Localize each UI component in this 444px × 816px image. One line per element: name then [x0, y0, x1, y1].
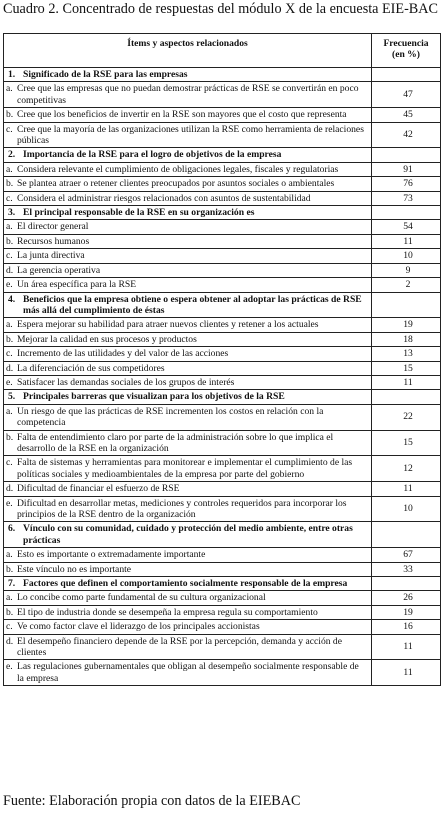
item-letter: c. — [6, 457, 13, 469]
item-frequency: 91 — [372, 162, 441, 176]
item-label — [4, 347, 372, 361]
item-label — [4, 591, 372, 605]
table-row — [4, 122, 441, 148]
item-frequency: 47 — [372, 82, 441, 108]
table-row — [4, 482, 441, 496]
item-frequency: 2 — [372, 278, 441, 292]
section-value-empty — [372, 292, 441, 318]
item-label — [4, 562, 372, 576]
item-text: Cree que los beneficios de invertir en la RSE son mayores que el costo que representa — [17, 109, 347, 121]
item-letter: a. — [6, 549, 13, 561]
table-row — [4, 278, 441, 292]
section-title: Significado de la RSE para las empresas — [23, 69, 188, 80]
item-frequency: 73 — [372, 191, 441, 205]
item-frequency: 54 — [372, 220, 441, 234]
item-text: El desempeño financiero depende de la RSE por la percepción, demanda y acción de clientes — [17, 635, 342, 659]
item-text: Mejorar la calidad en sus procesos y productos — [17, 333, 197, 345]
item-label — [4, 108, 372, 122]
items-column-header: Ítems y aspectos relacionados — [4, 34, 372, 68]
item-text: Recursos humanos — [17, 235, 90, 247]
survey-table — [3, 33, 441, 686]
item-label — [4, 191, 372, 205]
item-text: Esto es importante o extremadamente importante — [17, 549, 206, 561]
item-text: El tipo de industria donde se desempeña la empresa regula su comportamiento — [17, 606, 318, 618]
section-value-empty — [372, 68, 441, 82]
section-title: Vínculo con su comunidad, cuidado y protección del medio ambiente, entre otras prácticas — [23, 523, 353, 546]
item-text: La junta directiva — [17, 250, 85, 262]
item-letter: a. — [6, 405, 13, 417]
item-text: Un área específica para la RSE — [17, 279, 137, 291]
section-label — [4, 68, 372, 82]
item-letter: b. — [6, 563, 14, 575]
table-row — [4, 82, 441, 108]
table-row — [4, 496, 441, 522]
item-text: Las regulaciones gubernamentales que obligan al desempeño socialmente responsable de la empresa — [17, 661, 359, 684]
section-number: 5. — [8, 391, 16, 403]
item-label — [4, 634, 372, 660]
item-text: El director general — [17, 221, 89, 233]
table-row — [4, 375, 441, 389]
table-row — [4, 591, 441, 605]
source-note: Fuente: Elaboración propia con datos de la EIEBAC — [3, 793, 301, 809]
item-letter: e. — [6, 661, 13, 673]
item-letter: c. — [6, 192, 13, 204]
table-row — [4, 191, 441, 205]
item-letter: e. — [6, 497, 13, 509]
item-label — [4, 249, 372, 263]
item-label — [4, 456, 372, 482]
item-frequency: 10 — [372, 249, 441, 263]
section-label — [4, 206, 372, 220]
section-row — [4, 292, 441, 318]
item-frequency: 12 — [372, 456, 441, 482]
item-label — [4, 122, 372, 148]
section-value-empty — [372, 522, 441, 548]
section-label — [4, 522, 372, 548]
section-label — [4, 292, 372, 318]
item-letter: b. — [6, 178, 14, 190]
item-letter: c. — [6, 621, 13, 633]
item-label — [4, 660, 372, 686]
item-frequency: 11 — [372, 234, 441, 248]
section-number: 2. — [8, 149, 16, 161]
item-frequency: 26 — [372, 591, 441, 605]
frequency-header-line1: Frecuencia — [383, 38, 429, 49]
item-text: Ve como factor clave el liderazgo de los principales accionistas — [17, 621, 260, 633]
item-text: Lo concibe como parte fundamental de su cultura organizacional — [17, 592, 266, 604]
item-frequency: 19 — [372, 605, 441, 619]
item-text: Cree que las empresas que no puedan demostrar prácticas de RSE se convertirán en poco competitivas — [17, 83, 359, 106]
item-frequency: 11 — [372, 660, 441, 686]
item-frequency: 22 — [372, 404, 441, 430]
table-row — [4, 562, 441, 576]
table-body — [4, 68, 441, 686]
item-label — [4, 162, 372, 176]
item-text: Dificultad en desarrollar metas, mediciones y controles requeridos para incorporar los principios de la RSE dentro de la organización — [17, 497, 347, 520]
section-value-empty — [372, 148, 441, 162]
item-letter: a. — [6, 592, 13, 604]
item-letter: a. — [6, 319, 13, 331]
item-frequency: 11 — [372, 375, 441, 389]
item-letter: a. — [6, 163, 13, 175]
item-label — [4, 318, 372, 332]
item-label — [4, 605, 372, 619]
item-frequency: 11 — [372, 634, 441, 660]
item-text: Considera el administrar riesgos relacionados con asuntos de sustentabilidad — [17, 192, 311, 204]
section-title: El principal responsable de la RSE en su organización es — [23, 207, 255, 219]
table-row — [4, 220, 441, 234]
table-row — [4, 318, 441, 332]
item-frequency: 67 — [372, 548, 441, 562]
item-text: Incremento de las utilidades y del valor de las acciones — [17, 348, 229, 360]
section-title: Beneficios que la empresa obtiene o espera obtener al adoptar las prácticas de RSE más allá del cumplimiento de éstas — [23, 293, 362, 316]
item-letter: d. — [6, 362, 14, 374]
item-label — [4, 430, 372, 456]
item-letter: d. — [6, 264, 14, 276]
item-text: Un riesgo de que las prácticas de RSE incrementen los costos en relación con la competencia — [17, 405, 324, 429]
item-text: Falta de sistemas y herramientas para monitorear e implementar el cumplimiento de las políticas sociales y medioambientales de la empresa por parte del gobierno — [17, 457, 353, 480]
section-row — [4, 577, 441, 591]
section-row — [4, 522, 441, 548]
section-title: Importancia de la RSE para el logro de objetivos de la empresa — [23, 149, 282, 161]
table-row — [4, 634, 441, 660]
item-letter: c. — [6, 348, 13, 360]
item-label — [4, 496, 372, 522]
item-label — [4, 234, 372, 248]
item-label — [4, 361, 372, 375]
frequency-header-line2: (en %) — [392, 49, 420, 60]
section-value-empty — [372, 206, 441, 220]
item-letter: b. — [6, 431, 14, 443]
section-row — [4, 390, 441, 404]
item-label — [4, 177, 372, 191]
item-letter: c. — [6, 250, 13, 262]
section-value-empty — [372, 577, 441, 591]
section-label — [4, 577, 372, 591]
item-frequency: 13 — [372, 347, 441, 361]
table-row — [4, 177, 441, 191]
table-row — [4, 108, 441, 122]
item-letter: b. — [6, 235, 14, 247]
table-row — [4, 234, 441, 248]
item-letter: b. — [6, 333, 14, 345]
item-frequency: 33 — [372, 562, 441, 576]
table-caption: Cuadro 2. Concentrado de respuestas del módulo X de la encuesta EIE-BAC — [3, 1, 438, 17]
item-frequency: 9 — [372, 263, 441, 277]
item-label — [4, 263, 372, 277]
item-frequency: 76 — [372, 177, 441, 191]
item-label — [4, 82, 372, 108]
section-number: 6. — [8, 523, 16, 535]
section-number: 7. — [8, 578, 16, 590]
table-header-row — [4, 34, 441, 68]
item-letter: d. — [6, 483, 14, 495]
section-number: 1. — [8, 69, 16, 80]
section-title: Principales barreras que visualizan para los objetivos de la RSE — [23, 391, 285, 403]
item-letter: d. — [6, 635, 14, 647]
table-row — [4, 404, 441, 430]
item-text: La diferenciación de sus competidores — [17, 362, 165, 374]
table-row — [4, 361, 441, 375]
item-frequency: 10 — [372, 496, 441, 522]
table-row — [4, 548, 441, 562]
item-frequency: 19 — [372, 318, 441, 332]
section-title: Factores que definen el comportamiento socialmente responsable de la empresa — [23, 578, 348, 590]
table-row — [4, 605, 441, 619]
item-text: Considera relevante el cumplimiento de obligaciones legales, fiscales y regulatorias — [17, 163, 339, 175]
item-text: Falta de entendimiento claro por parte de la administración sobre lo que implica el desarrollo de la RSE en la organización — [17, 431, 334, 454]
item-frequency: 11 — [372, 482, 441, 496]
table-row — [4, 660, 441, 686]
section-number: 4. — [8, 293, 16, 305]
section-row — [4, 148, 441, 162]
item-label — [4, 620, 372, 634]
item-text: Cree que la mayoría de las organizaciones utilizan la RSE como herramienta de relaciones públicas — [17, 123, 364, 147]
table-row — [4, 620, 441, 634]
section-value-empty — [372, 390, 441, 404]
item-letter: b. — [6, 109, 14, 121]
section-label — [4, 390, 372, 404]
section-row — [4, 68, 441, 82]
item-label — [4, 278, 372, 292]
item-text: La gerencia operativa — [17, 264, 101, 276]
table-row — [4, 263, 441, 277]
item-frequency: 42 — [372, 122, 441, 148]
item-letter: b. — [6, 606, 14, 618]
item-frequency: 45 — [372, 108, 441, 122]
table-row — [4, 456, 441, 482]
item-text: Este vínculo no es importante — [17, 563, 132, 575]
item-frequency: 16 — [372, 620, 441, 634]
item-letter: e. — [6, 376, 13, 388]
item-text: Espera mejorar su habilidad para atraer nuevos clientes y retener a los actuales — [17, 319, 319, 331]
frequency-column-header — [372, 34, 441, 68]
item-letter: a. — [6, 221, 13, 233]
section-label — [4, 148, 372, 162]
item-frequency: 18 — [372, 332, 441, 346]
item-frequency: 15 — [372, 361, 441, 375]
item-label — [4, 404, 372, 430]
table-row — [4, 332, 441, 346]
table-row — [4, 347, 441, 361]
item-label — [4, 548, 372, 562]
item-text: Se plantea atraer o retener clientes preocupados por asuntos sociales o ambientales — [17, 178, 335, 190]
item-label — [4, 332, 372, 346]
item-letter: a. — [6, 83, 13, 95]
table-row — [4, 162, 441, 176]
item-label — [4, 220, 372, 234]
section-row — [4, 206, 441, 220]
item-frequency: 15 — [372, 430, 441, 456]
item-letter: c. — [6, 123, 13, 135]
item-text: Satisfacer las demandas sociales de los grupos de interés — [17, 376, 235, 388]
item-label — [4, 482, 372, 496]
table-row — [4, 249, 441, 263]
item-label — [4, 375, 372, 389]
table-row — [4, 430, 441, 456]
item-text: Dificultad de financiar el esfuerzo de RSE — [17, 483, 180, 495]
section-number: 3. — [8, 207, 16, 219]
item-letter: e. — [6, 279, 13, 291]
